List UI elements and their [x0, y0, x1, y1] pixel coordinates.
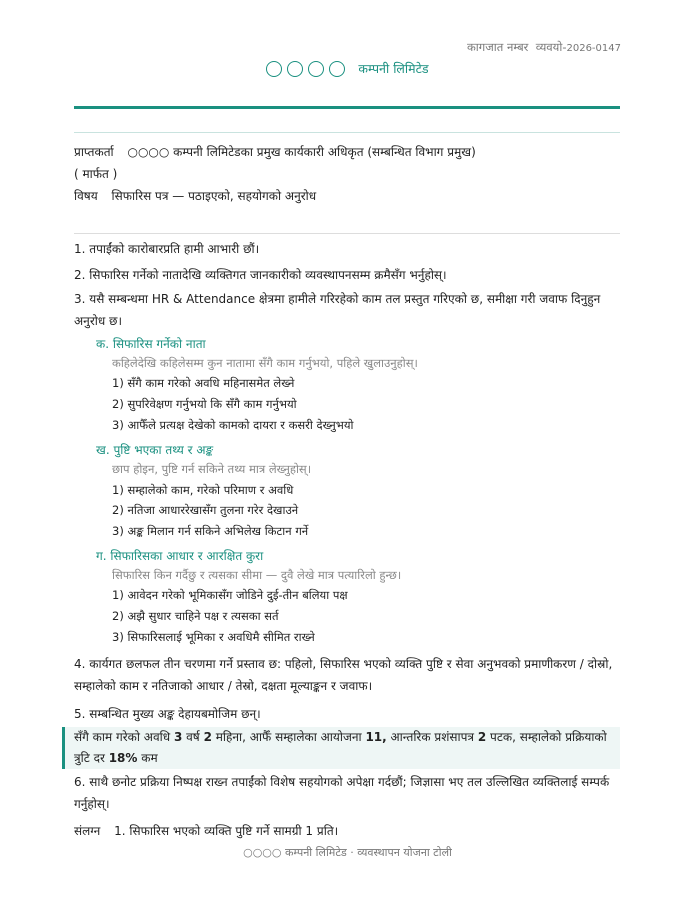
- company-logo: [0, 60, 695, 77]
- company-name: कम्पनी लिमिटेड: [358, 61, 429, 76]
- attachment-line: [74, 822, 338, 839]
- section-b-title: ख. पुष्टि भएका तथ्य र अङ्क: [96, 443, 214, 457]
- section-c-item: 2) अझै सुधार चाहिने पक्ष र त्यसका सर्त: [112, 609, 279, 623]
- paragraph-6: 6. साथै छनोट प्रक्रिया निष्पक्ष राख्न तपाईंको विशेष सहयोगको अपेक्षा गर्दछौं; जिज्ञासा भए तल उल्लिखित व्यक्तिलाई सम्पर्क गर्नुहोस्।: [74, 775, 610, 811]
- section-c-hint: सिफारिस किन गर्दैछु र त्यसका सीमा — दुवै लेखे मात्र पत्यारिलो हुन्छ।: [112, 568, 402, 582]
- paragraph-2: 2. सिफारिस गर्नेको नातादेखि व्यक्तिगत जानकारीको व्यवस्थापनसम्म क्रमैसँग भर्नुहोस्।: [74, 268, 447, 282]
- paragraph-4: 4. कार्यगत छलफल तीन चरणमा गर्ने प्रस्ताव छ: पहिलो, सिफारिस भएको व्यक्ति पुष्टि र सेवा अनुभवको प्रमाणीकरण / दोस्रो, सम्हालेको काम र नतिजाको आधार / तेस्रो, दक्षता मूल्याङ्कन र जवाफ।: [74, 657, 613, 693]
- subject-line: [74, 187, 316, 204]
- section-c-title: ग. सिफारिसका आधार र आरक्षित कुरा: [96, 549, 264, 563]
- footer-signature: ○○○○ कम्पनी लिमिटेड · व्यवस्थापन योजना टोली: [243, 846, 452, 859]
- header-divider-thin: [74, 132, 620, 133]
- paragraph-5: 5. सम्बन्धित मुख्य अङ्क देहायबमोजिम छन्।: [74, 707, 261, 721]
- recipient-value: ○○○○ कम्पनी लिमिटेडका प्रमुख कार्यकारी अधिकृत (सम्बन्धित विभाग प्रमुख): [127, 145, 476, 159]
- key-figures-text: सँगै काम गरेको अवधि 3 वर्ष 2 महिना, आफैँ सम्हालेका आयोजना 11, आन्तरिक प्रशंसापत्र 2 पटक, सम्हालेको प्रक्रियाको त्रुटि दर 18% कम: [74, 730, 607, 765]
- recipient-line: [74, 143, 476, 160]
- recipient-label: प्राप्तकर्ता: [74, 145, 114, 159]
- logo-circles-icon: [266, 60, 350, 77]
- subject-label: विषय: [74, 189, 98, 203]
- header-divider-thick: [74, 106, 620, 109]
- document-number-label: कागजात नम्बर: [466, 40, 529, 54]
- section-a-hint: कहिलेदेखि कहिलेसम्म कुन नातामा सँगै काम गर्नुभयो, पहिले खुलाउनुहोस्।: [112, 356, 418, 370]
- section-c-item: 3) सिफारिसलाई भूमिका र अवधिमै सीमित राख्ने: [112, 630, 315, 644]
- section-c-item: 1) आवेदन गरेको भूमिकासँग जोडिने दुई-तीन बलिया पक्ष: [112, 588, 348, 602]
- section-b-item: 1) सम्हालेको काम, गरेको परिमाण र अवधि: [112, 483, 294, 497]
- body-divider: [74, 233, 620, 234]
- attachment-label: संलग्न: [74, 824, 101, 838]
- document-number-prefix: व्यवयो-: [535, 40, 567, 54]
- section-a-item: 3) आफैँले प्रत्यक्ष देखेको कामको दायरा र कसरी देख्नुभयो: [112, 418, 354, 432]
- section-b-item: 3) अङ्क मिलान गर्न सकिने अभिलेख किटान गर्ने: [112, 524, 309, 538]
- document-number: [467, 40, 621, 55]
- attachment-value: 1. सिफारिस भएको व्यक्ति पुष्टि गर्ने सामग्री 1 प्रति।: [114, 824, 339, 838]
- via-line: ( मार्फत ): [74, 167, 118, 181]
- document-number-value: 2026-0147: [566, 43, 621, 54]
- section-a-item: 2) सुपरिवेक्षण गर्नुभयो कि सँगै काम गर्नुभयो: [112, 397, 297, 411]
- paragraph-3: 3. यसै सम्बन्धमा HR & Attendance क्षेत्रमा हामीले गरिरहेको काम तल प्रस्तुत गरिएको छ, समीक्षा गरी जवाफ दिनुहुन अनुरोध छ।: [74, 292, 601, 328]
- subject-value: सिफारिस पत्र — पठाइएको, सहयोगको अनुरोध: [111, 189, 317, 203]
- section-a-title: क. सिफारिस गर्नेको नाता: [96, 337, 206, 351]
- section-b-item: 2) नतिजा आधाररेखासँग तुलना गरेर देखाउने: [112, 503, 299, 517]
- section-a-item: 1) सँगै काम गरेको अवधि महिनासमेत लेख्ने: [112, 376, 295, 390]
- paragraph-1: 1. तपाईंको कारोबारप्रति हामी आभारी छौं।: [74, 242, 260, 256]
- section-b-hint: छाप होइन, पुष्टि गर्न सकिने तथ्य मात्र लेख्नुहोस्।: [112, 462, 312, 476]
